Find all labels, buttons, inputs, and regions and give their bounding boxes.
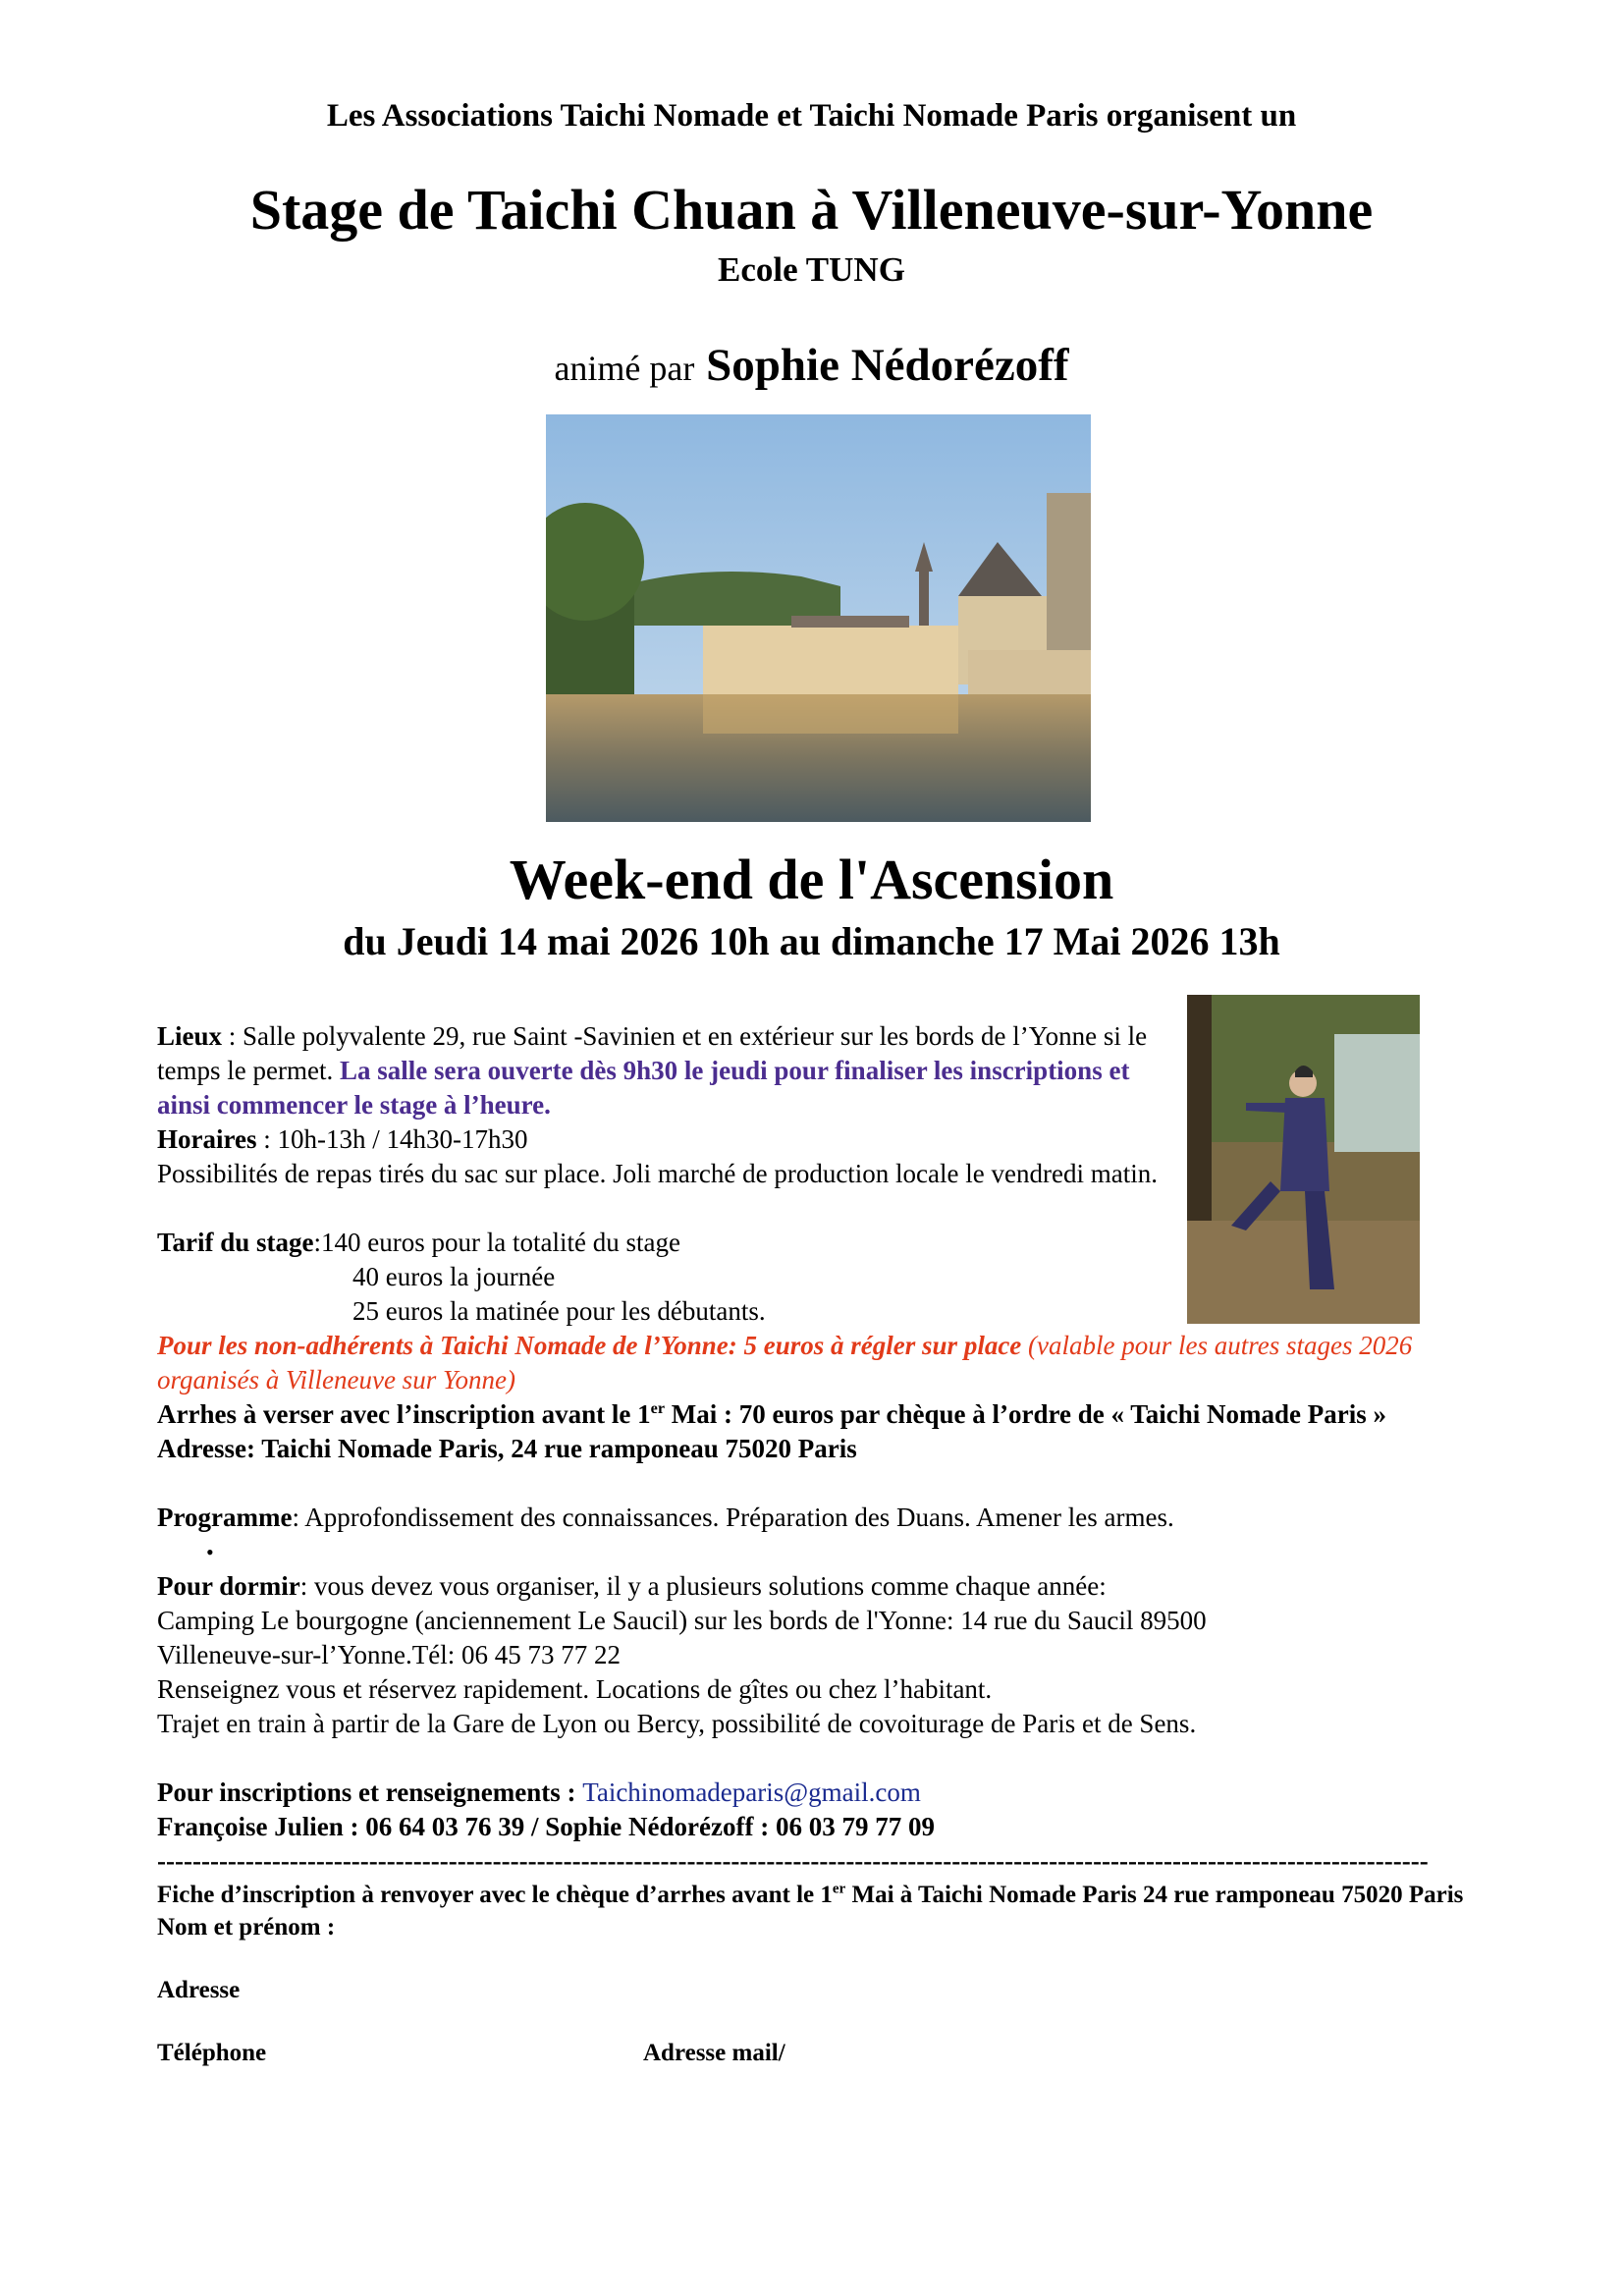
schedule-label: Horaires	[157, 1124, 257, 1154]
deposit-text-a: Arrhes à verser avec l’inscription avant le 1	[157, 1399, 651, 1429]
teacher-name: Sophie Nédorézoff	[706, 340, 1069, 391]
price-morning: 25 euros la matinée pour les débutants.	[352, 1296, 766, 1326]
location-paragraph	[157, 1019, 1173, 1122]
booking-note: Renseignez vous et réservez rapidement. Locations de gîtes ou chez l’habitant.	[157, 1674, 993, 1704]
price-day: 40 euros la journée	[352, 1262, 556, 1291]
schedule-text: : 10h-13h / 14h30-17h30	[256, 1124, 528, 1154]
form-contact-row	[157, 2037, 1478, 2100]
price-line-1	[157, 1226, 1478, 1260]
deposit-text-b: Mai : 70 euros par chèque à l’ordre de « Taichi Nomade Paris »	[665, 1399, 1387, 1429]
animated-prefix: animé par	[554, 349, 695, 388]
opening-note: La salle sera ouverte dès 9h30 le jeudi pour finaliser les inscriptions et ainsi commencer le stage à l’heure.	[157, 1056, 1130, 1120]
lodging-line	[157, 1569, 1478, 1604]
form-email-field: Adresse mail/	[643, 2040, 785, 2066]
form-address-field: Adresse	[157, 1977, 241, 2003]
teacher-line	[0, 339, 1623, 392]
deposit-sup: er	[650, 1399, 666, 1417]
location-label: Lieux	[157, 1021, 223, 1051]
non-member-note	[157, 1329, 1478, 1397]
location-text: : Salle polyvalente 29, rue Saint -Savinien et en extérieur sur les bords de l’Yonne si le temps le permet.	[157, 1021, 1148, 1085]
form-intro-a: Fiche d’inscription à renvoyer avec le chèque d’arrhes avant le 1	[157, 1882, 833, 1908]
event-details	[157, 1019, 1478, 2100]
form-intro	[157, 1879, 1478, 1911]
lodging-label: Pour dormir	[157, 1571, 300, 1601]
travel-note: Trajet en train à partir de la Gare de Lyon ou Bercy, possibilité de covoiturage de Paris et de Sens.	[157, 1709, 1197, 1738]
camping-line-2: Villeneuve-sur-l’Yonne.Tél: 06 45 73 77 22	[157, 1640, 622, 1669]
postal-address: Adresse: Taichi Nomade Paris, 24 rue ramponeau 75020 Paris	[157, 1434, 857, 1463]
school-name: Ecole TUNG	[718, 250, 905, 289]
program-line	[157, 1501, 1478, 1535]
program-text: : Approfondissement des connaissances. Préparation des Duans. Amener les armes.	[292, 1503, 1174, 1532]
event-title: Week-end de l'Ascension	[509, 847, 1114, 911]
cut-separator: ------------------------------------------------------------------------------------------------------------------------------------------------	[157, 1846, 1429, 1876]
intro-line: Les Associations Taichi Nomade et Taichi Nomade Paris organisent un	[326, 98, 1297, 134]
page-title: Stage de Taichi Chuan à Villeneuve-sur-Yonne	[249, 178, 1374, 242]
price-label: Tarif du stage	[157, 1228, 314, 1257]
deposit-note	[157, 1397, 1478, 1432]
contact-phones: Françoise Julien : 06 64 03 76 39 / Sophie Nédorézoff : 06 03 79 77 09	[157, 1812, 935, 1841]
bullet-icon: •	[206, 1540, 214, 1564]
town-riverside-photo	[546, 414, 1091, 822]
schedule-line	[157, 1122, 1478, 1157]
form-intro-b: Mai à Taichi Nomade Paris 24 rue ramponeau 75020 Paris	[845, 1882, 1464, 1908]
form-phone-field: Téléphone	[157, 2040, 267, 2066]
non-member-validity: (valable pour les autres stages 2026 organisés à Villeneuve sur Yonne)	[157, 1331, 1413, 1394]
contact-email-link[interactable]: Taichinomadeparis@gmail.com	[582, 1777, 921, 1807]
contact-line	[157, 1776, 1478, 1810]
contact-label: Pour inscriptions et renseignements :	[157, 1777, 583, 1807]
event-dates: du Jeudi 14 mai 2026 10h au dimanche 17 Mai 2026 13h	[343, 919, 1280, 963]
meal-note: Possibilités de repas tirés du sac sur place. Joli marché de production locale le vendredi matin.	[157, 1159, 1158, 1188]
camping-line-1: Camping Le bourgogne (anciennement Le Saucil) sur les bords de l'Yonne: 14 rue du Saucil 89500	[157, 1606, 1207, 1635]
price-full: :140 euros pour la totalité du stage	[313, 1228, 680, 1257]
program-label: Programme	[157, 1503, 293, 1532]
form-intro-sup: er	[832, 1881, 846, 1897]
form-name-field: Nom et prénom :	[157, 1914, 336, 1941]
non-member-fee: Pour les non-adhérents à Taichi Nomade de l’Yonne: 5 euros à régler sur place	[157, 1331, 1022, 1360]
lodging-text: : vous devez vous organiser, il y a plusieurs solutions comme chaque année:	[299, 1571, 1107, 1601]
